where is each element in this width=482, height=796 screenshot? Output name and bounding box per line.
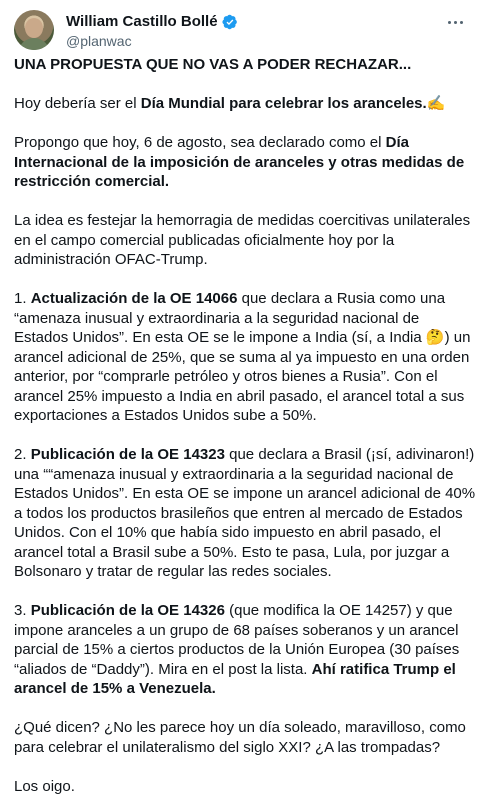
p5-text-a: que declara a Rusia como una “amenaza inusual y extraordinaria a la seguridad nacional de Estados Unidos”. En esta OE se le impone a India (sí, a India — [14, 290, 445, 346]
p3-text-bold: Día Internacional de la imposición de aranceles y otras medidas de restricción comercial. — [14, 134, 464, 190]
avatar-face — [25, 18, 43, 38]
paragraph-headline — [14, 55, 476, 75]
more-options-icon[interactable] — [444, 12, 466, 32]
p2-text-bold: Día Mundial para celebrar los aranceles. — [141, 95, 427, 112]
p2-text-a: Hoy debería ser el — [14, 95, 141, 112]
author-name-row — [66, 13, 238, 31]
paragraph-7 — [14, 601, 476, 699]
p3-text-a: Propongo que hoy, 6 de agosto, sea declarado como el — [14, 134, 386, 151]
p6-number: 2. — [14, 446, 31, 463]
paragraph-6 — [14, 445, 476, 582]
avatar[interactable] — [14, 10, 54, 50]
headline-text: UNA PROPUESTA QUE NO VAS A PODER RECHAZAR... — [14, 56, 411, 73]
p7-text-bold: Ahí ratifica Trump el arancel de 15% a Venezuela. — [14, 661, 456, 698]
paragraph-9: Los oigo. — [14, 777, 476, 796]
tweet-text — [14, 55, 476, 796]
p5-number: 1. — [14, 290, 31, 307]
more-dot — [460, 21, 463, 24]
paragraph-3 — [14, 133, 476, 192]
author-handle[interactable]: @planwac — [66, 32, 132, 50]
writing-hand-emoji-icon: ✍️ — [427, 95, 446, 112]
p6-text-a: que declara a Brasil (¡sí, adivinaron!) una ““amenaza inusual y extraordinaria a la seguridad nacional de Estados Unidos”. En esta OE se impone un arancel adicional de 40% a todos los productos brasileños que entren al mercado de Estados Unidos. Con el 10% que había sido impuesto en abril pasado, el arancel total a Brasil sube a 50%. Esto te pasa, Lula, por juzgar a Bolsonaro y tratar de regular las redes sociales. — [14, 446, 475, 580]
more-dot — [448, 21, 451, 24]
p7-number: 3. — [14, 602, 31, 619]
verified-badge-icon — [222, 14, 238, 30]
paragraph-5 — [14, 289, 476, 426]
p7-text-a: (que modifica la OE 14257) y que impone aranceles a un grupo de 68 países soberanos y un arancel parcial de 15% a ciertos productos de la Unión Europea (30 países “aliados de “Daddy”). Mira en el post la lista. — [14, 602, 459, 678]
author-name[interactable]: William Castillo Bollé — [66, 13, 218, 31]
paragraph-4: La idea es festejar la hemorragia de medidas coercitivas unilaterales en el campo comercial publicadas oficialmente hoy por la administración OFAC-Trump. — [14, 211, 476, 270]
paragraph-2 — [14, 94, 476, 114]
avatar-shoulders — [18, 38, 50, 50]
p5-title: Actualización de la OE 14066 — [31, 290, 238, 307]
paragraph-8: ¿Qué dicen? ¿No les parece hoy un día soleado, maravilloso, como para celebrar el unilateralismo del siglo XXI? ¿A las trompadas? — [14, 718, 476, 757]
p6-title: Publicación de la OE 14323 — [31, 446, 225, 463]
more-dot — [454, 21, 457, 24]
p5-text-c: ) un arancel adicional de 25%, que se suma al ya impuesto en una orden anterior, por “comprarle petróleo y otros bienes a Rusia”. Con el arancel 25% impuesto a India en abril pasado, el arancel total a sus exportaciones a Estados Unidos sube a 50%. — [14, 329, 470, 424]
thinking-face-emoji-icon: 🤔 — [426, 329, 445, 346]
p7-title: Publicación de la OE 14326 — [31, 602, 225, 619]
